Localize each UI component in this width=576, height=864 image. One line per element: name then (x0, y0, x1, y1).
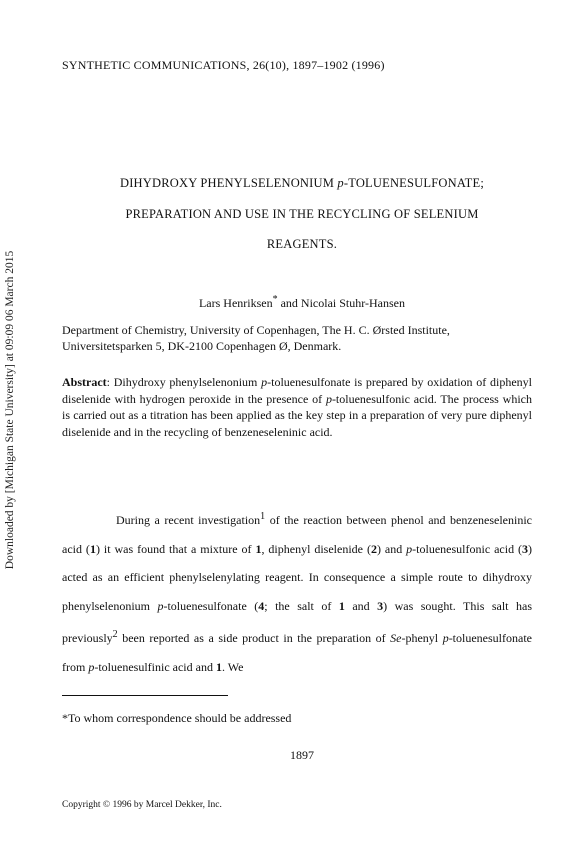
citation-1: 1 (260, 511, 266, 522)
footnote-rule (62, 695, 228, 696)
affiliation: Department of Chemistry, University of Copenhagen, The H. C. Ørsted Institute, Universitetsparken 5, DK-2100 Copenhagen Ø, Denmark. (62, 323, 450, 353)
download-watermark-text: Downloaded by [Michigan State University] at 09:09 06 March 2015 (4, 250, 16, 570)
abstract-label: Abstract (62, 375, 107, 389)
download-watermark (4, 200, 16, 620)
correspondence-mark: * (272, 294, 278, 305)
copyright-notice: Copyright © 1996 by Marcel Dekker, Inc. (62, 800, 222, 810)
body-paragraph: During a recent investigation$^1$ of the reaction between phenol and benzeneseleninic acid (1) it was found that a mixture of 1, diphenyl diselenide (2) and p-toluenesulfonic acid (3) acted as an efficient phenylselenylating reagent. In consequence a simple route to dihydroxy phenylselenonium p-toluenesulfonate (4; the salt of 1 and 3) was sought. This salt has previously$^2$ been reported as a side product in the preparation of Se-phenyl p-toluenesulfonate from p-toluenesulfinic acid and 1. We (62, 511, 533, 674)
author-line: Lars Henriksen* and Nicolai Stuhr-Hansen (198, 294, 406, 310)
journal-header: SYNTHETIC COMMUNICATIONS, 26(10), 1897–1902 (1996) (62, 58, 385, 72)
citation-2: 2 (112, 628, 118, 640)
abstract: Abstract: Dihydroxy phenylselenonium p-toluenesulfonate is prepared by oxidation of diphenyl diselenide with hydrogen peroxide in the presence of p-toluenesulfonic acid. The process which is carried out as a titration has been applied as the key step in a preparation of very pure diphenyl diselenide and in the recycling of benzeneseleninic acid. (62, 375, 532, 439)
footnote: *To whom correspondence should be addressed (62, 711, 292, 725)
article-title-line-1: DIHYDROXY PHENYLSELENONIUM p-TOLUENESULFONATE; (119, 176, 485, 190)
article-title-line-3: REAGENTS. (266, 237, 338, 251)
article-title-line-2: PREPARATION AND USE IN THE RECYCLING OF SELENIUM (125, 207, 479, 221)
page-number: 1897 (290, 748, 314, 762)
